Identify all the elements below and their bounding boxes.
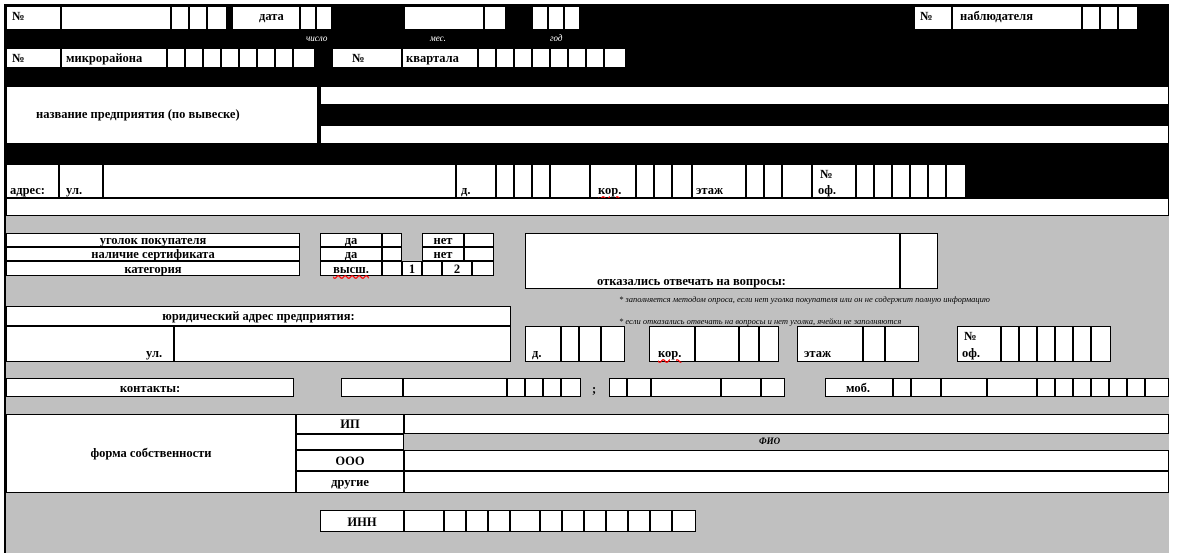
category-2-label: 2 [453,262,461,276]
microdistrict-digit[interactable] [221,48,239,68]
date-year-input[interactable] [564,6,580,30]
corner-label: уголок покупателя [99,233,207,247]
block-digit[interactable] [514,48,532,68]
inn-digit[interactable] [584,510,606,532]
mobile-digit[interactable] [941,378,987,397]
refused-label: отказались отвечать на вопросы: [597,274,786,288]
category-1-label: 1 [408,262,416,276]
block-num-sign: № [352,51,365,65]
company-name-label: название предприятия (по вывеске) [36,107,240,121]
legal-office-digit[interactable] [1037,326,1055,362]
address-floor-digit[interactable] [764,164,782,198]
inn-digit[interactable] [466,510,488,532]
phone-separator: ; [592,382,597,396]
mobile-digit[interactable] [1145,378,1169,397]
mobile-digit[interactable] [911,378,941,397]
mobile-digit[interactable] [1055,378,1073,397]
observer-digit[interactable] [1100,6,1118,30]
address-office-digit[interactable] [892,164,910,198]
block-digit[interactable] [532,48,550,68]
form-number-digit[interactable] [171,6,189,30]
block-label: квартала [406,51,459,65]
legal-address-label: юридический адрес предприятия: [162,309,355,323]
address-building-digit[interactable] [672,164,692,198]
ownership-ooo-input[interactable] [404,450,1169,471]
cert-label: наличие сертификата [91,247,215,261]
corner-yes-label: да [344,233,358,247]
observer-num-sign: № [920,9,933,23]
mobile-digit[interactable] [987,378,1037,397]
address-building-digit[interactable] [636,164,654,198]
ownership-blank-cell [296,434,404,450]
phone1-code[interactable] [341,378,403,397]
date-year-input[interactable] [532,6,548,30]
mobile-digit[interactable] [1073,378,1091,397]
legal-office-num: № [964,329,977,343]
date-month-input[interactable] [404,6,484,30]
legal-house-digit[interactable] [561,326,579,362]
legal-building-input[interactable] [695,326,739,362]
phone1-digit[interactable] [525,378,543,397]
survey-form [4,4,1169,553]
address-house-digit[interactable] [532,164,550,198]
inn-digit[interactable] [628,510,650,532]
address-label: адрес: [10,183,45,197]
block-digit[interactable] [550,48,568,68]
company-name-line-2[interactable] [320,125,1169,144]
legal-office-digit[interactable] [1073,326,1091,362]
month-hint: мес. [430,33,446,43]
date-day-input[interactable] [300,6,316,30]
legal-house-cell [525,326,561,362]
corner-no-box[interactable] [464,233,494,247]
form-number-digit[interactable] [189,6,207,30]
legal-office-digit[interactable] [1055,326,1073,362]
legal-office-digit[interactable] [1091,326,1111,362]
date-year-input[interactable] [548,6,564,30]
block-digit[interactable] [496,48,514,68]
phone1-digit[interactable] [507,378,525,397]
inn-digit[interactable] [650,510,672,532]
refused-checkbox[interactable] [900,233,938,289]
legal-floor-digit[interactable] [863,326,885,362]
inn-digit[interactable] [510,510,540,532]
category-2-box[interactable] [472,261,494,276]
corner-yes-box[interactable] [382,233,402,247]
phone2-number[interactable] [651,378,721,397]
address-floor-digit[interactable] [782,164,812,198]
address-house-label: д. [461,183,471,197]
form-number-sign: № [12,9,25,23]
legal-house-digit[interactable] [601,326,625,362]
address-floor-digit[interactable] [746,164,764,198]
address-office-num: № [820,167,833,181]
cert-yes-box[interactable] [382,247,402,261]
address-office-digit[interactable] [856,164,874,198]
category-label: категория [124,262,182,276]
address-street-label: ул. [66,183,83,197]
ownership-ooo-label: ООО [335,454,365,468]
mobile-digit[interactable] [1127,378,1145,397]
mobile-digit[interactable] [1037,378,1055,397]
mobile-digit[interactable] [1091,378,1109,397]
inn-digit[interactable] [444,510,466,532]
phone2-number[interactable] [721,378,761,397]
address-office-digit[interactable] [946,164,966,198]
phone1-digit[interactable] [561,378,581,397]
microdistrict-digit[interactable] [203,48,221,68]
block-digit[interactable] [586,48,604,68]
survey-note: * заполняется методом опроса, если нет уголка покупателя или он не содержит полную информацию [619,294,990,304]
inn-digit[interactable] [562,510,584,532]
contacts-label: контакты: [119,381,181,395]
microdistrict-num-sign: № [12,51,25,65]
date-label: дата [259,9,284,23]
date-day-input[interactable] [316,6,332,30]
date-month-input[interactable] [484,6,506,30]
mobile-label: моб. [846,381,870,395]
ownership-other-label: другие [331,475,369,489]
block-num-cell [332,48,402,68]
block-digit[interactable] [568,48,586,68]
address-office-digit[interactable] [928,164,946,198]
inn-digit[interactable] [488,510,510,532]
legal-office-label: оф. [962,346,981,360]
address-house-digit[interactable] [550,164,590,198]
address-office-digit[interactable] [874,164,892,198]
phone2-digit[interactable] [761,378,785,397]
inn-label: ИНН [347,515,377,529]
mobile-digit[interactable] [893,378,911,397]
ownership-label: форма собственности [90,446,212,460]
legal-house-digit[interactable] [579,326,601,362]
microdistrict-digit[interactable] [293,48,315,68]
address-building-digit[interactable] [654,164,672,198]
cert-no-box[interactable] [464,247,494,261]
phone1-number[interactable] [403,378,507,397]
phone1-digit[interactable] [543,378,561,397]
form-number-digit[interactable] [207,6,227,30]
category-highest-label: высш. [333,262,369,276]
inn-digit[interactable] [606,510,628,532]
block-digit[interactable] [604,48,626,68]
inn-digit[interactable] [672,510,696,532]
legal-house-label: д. [532,346,542,360]
ownership-ip-label: ИП [340,417,360,431]
legal-street-input[interactable] [174,326,511,362]
address-street-input[interactable] [103,164,456,198]
microdistrict-label: микрорайона [66,51,143,65]
observer-digit[interactable] [1118,6,1138,30]
year-hint: год [550,33,563,43]
category-highest-box[interactable] [382,261,402,276]
microdistrict-digit[interactable] [185,48,203,68]
inn-digit[interactable] [540,510,562,532]
block-digit[interactable] [478,48,496,68]
legal-floor-digit[interactable] [885,326,919,362]
legal-building-label: кор. [658,346,682,360]
corner-no-label: нет [433,233,453,247]
legal-building-digit[interactable] [759,326,779,362]
legal-office-digit[interactable] [1001,326,1019,362]
microdistrict-digit[interactable] [167,48,185,68]
mobile-digit[interactable] [1109,378,1127,397]
phone2-digit[interactable] [609,378,627,397]
microdistrict-digit[interactable] [257,48,275,68]
inn-digit[interactable] [404,510,444,532]
address-office-digit[interactable] [910,164,928,198]
observer-label: наблюдателя [960,9,1033,23]
address-extra-line[interactable] [6,198,1169,216]
day-hint: число [306,33,328,43]
address-building-label: кор. [598,183,622,197]
legal-street-label: ул. [146,346,163,360]
address-house-digit[interactable] [514,164,532,198]
refusal-note: * если отказались отвечать на вопросы и нет уголка, ячейки не заполняются [619,316,902,326]
observer-digit[interactable] [1082,6,1100,30]
fio-hint: ФИО [759,436,781,446]
legal-building-digit[interactable] [739,326,759,362]
form-number-input[interactable] [61,6,171,30]
ownership-other-input[interactable] [404,471,1169,493]
cert-no-label: нет [433,247,453,261]
ownership-ip-input[interactable] [404,414,1169,434]
microdistrict-digit[interactable] [275,48,293,68]
cert-yes-label: да [344,247,358,261]
company-name-line-1[interactable] [320,86,1169,105]
address-office-label: оф. [818,183,837,197]
legal-floor-label: этаж [804,346,832,360]
category-1-box[interactable] [422,261,442,276]
phone2-digit[interactable] [627,378,651,397]
legal-office-digit[interactable] [1019,326,1037,362]
address-house-digit[interactable] [496,164,514,198]
microdistrict-digit[interactable] [239,48,257,68]
address-floor-label: этаж [696,183,724,197]
